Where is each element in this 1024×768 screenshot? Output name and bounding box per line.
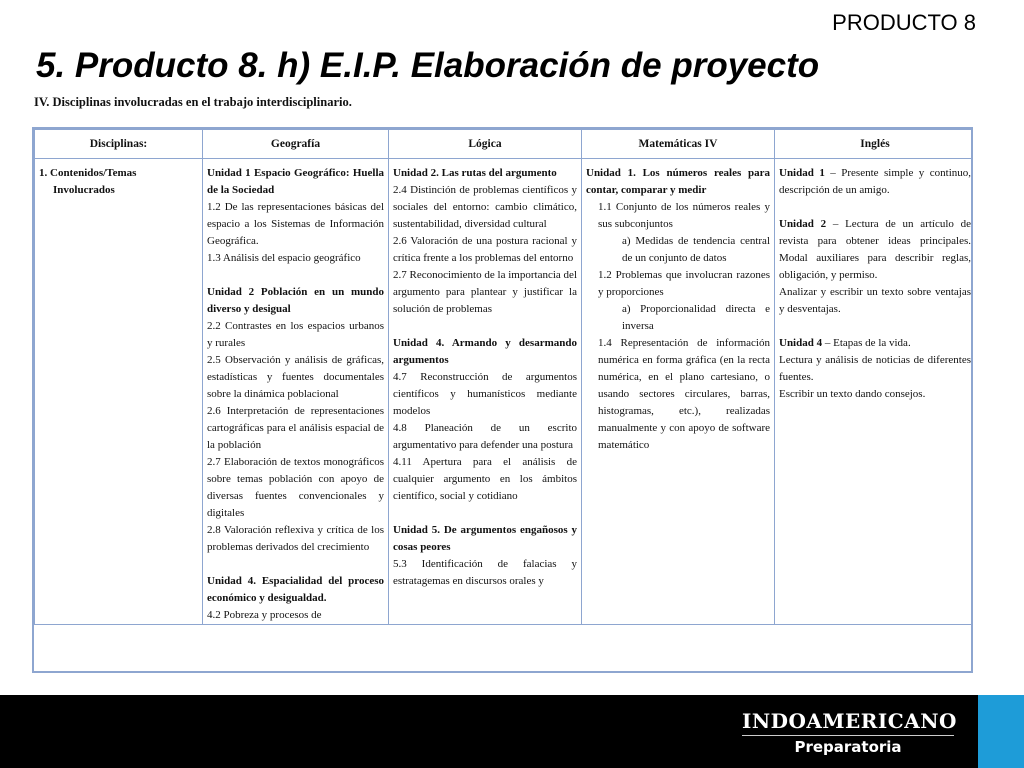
unit-text: – Etapas de la vida. [822,337,911,349]
table-row [35,159,974,625]
unit-entry [779,165,971,199]
topic-item: Analizar y escribir un texto sobre ventajas y desventajas. [779,286,971,315]
footer-accent [978,695,1024,768]
unit-title: Unidad 1 [779,167,825,179]
unit-title: Unidad 2 [779,218,827,230]
row-label-cell [35,159,203,625]
unit-title: Unidad 2. Las rutas del argumento [393,167,557,179]
matematicas-cell [582,159,775,625]
topic-item: 4.11 Apertura para el análisis de cualquier argumento en los ámbitos científico, social y cotidiano [393,456,577,502]
subtopic-item: a) Medidas de tendencia central de un conjunto de datos [622,235,770,264]
brand-subtitle: Preparatoria [794,738,902,756]
corner-label: PRODUCTO 8 [832,10,976,35]
topic-item: 4.2 Pobreza y procesos de [207,609,322,621]
topic-item: 1.4 Representación de información numérica en forma gráfica (en la recta numérica, en el plano cartesiano, o usando sectores circulares, barras, histogramas, etc.), realizadas manualmente y con apoyo de software matemático [598,337,770,451]
table-header-row [35,130,974,159]
topic-item: 2.4 Distinción de problemas científicos y sociales del entorno: cambio climático, sustentabilidad, diversidad cultural [393,184,577,230]
topic-item: 2.7 Elaboración de textos monográficos sobre temas población con apoyo de diversas fuentes convencionales y digitales [207,456,384,519]
topic-item: 2.6 Interpretación de representaciones cartográficas para el análisis espacial de la población [207,405,384,451]
topic-item: 2.5 Observación y análisis de gráficas, estadísticas y fuentes documentales sobre la dinámica poblacional [207,354,384,400]
unit-text: – Presente simple y continuo, descripción de un amigo. [779,167,971,196]
topic-item: 2.8 Valoración reflexiva y crítica de los problemas derivados del crecimiento [207,524,384,553]
unit-title: Unidad 1 Espacio Geográfico: Huella de la Sociedad [207,167,384,196]
topic-item: 4.8 Planeación de un escrito argumentativo para defender una postura [393,422,577,451]
section-heading: IV. Disciplinas involucradas en el trabajo interdisciplinario. [34,95,352,109]
topic-item: 5.3 Identificación de falacias y estratagemas en discursos orales y [393,558,577,587]
topic-item: 4.7 Reconstrucción de argumentos científicos y humanísticos mediante modelos [393,371,577,417]
brand-name: INDOAMERICANO [742,709,954,736]
ingles-cell [775,159,974,625]
topic-item: 2.2 Contrastes en los espacios urbanos y rurales [207,320,384,349]
row-label: 1. Contenidos/Temas Involucrados [39,167,137,196]
column-header: Disciplinas: [35,130,203,159]
column-header: Geografía [203,130,389,159]
topic-item: 1.2 De las representaciones básicas del espacio a los Sistemas de Información Geográfica. [207,201,384,247]
brand-logo [742,709,957,756]
geografia-cell [203,159,389,625]
topic-item: 1.3 Análisis del espacio geográfico [207,252,361,264]
column-header: Lógica [389,130,582,159]
column-header: Inglés [775,130,974,159]
unit-title: Unidad 4. Armando y desarmando argumentos [393,337,577,366]
footer-bar [0,695,1024,768]
unit-title: Unidad 2 Población en un mundo diverso y desigual [207,286,384,315]
unit-text: – Lectura de un artículo de revista para obtener ideas principales. Modal auxiliares para describir reglas, obligación, y permiso. [779,218,972,281]
topic-item: 1.2 Problemas que involucran razones y proporciones [598,269,770,298]
unit-title: Unidad 5. De argumentos engañosos y cosas peores [393,524,577,553]
unit-title: Unidad 4 [779,337,823,349]
subtopic-item: a) Proporcionalidad directa e inversa [622,303,770,332]
disciplines-table [32,127,973,673]
unit-entry [779,216,971,284]
topic-item: Lectura y análisis de noticias de diferentes fuentes. [779,354,971,383]
topic-item: Escribir un texto dando consejos. [779,388,926,400]
topic-item: 2.7 Reconocimiento de la importancia del argumento para plantear y justificar la solución de problemas [393,269,577,315]
topic-item: 1.1 Conjunto de los números reales y sus subconjuntos [598,201,770,230]
slide-title: 5. Producto 8. h) E.I.P. Elaboración de proyecto [36,46,820,85]
unit-title: Unidad 1. Los números reales para contar, comparar y medir [586,167,770,196]
column-header: Matemáticas IV [582,130,775,159]
unit-entry [779,335,971,352]
topic-item: 2.6 Valoración de una postura racional y crítica frente a los problemas del entorno [393,235,577,264]
unit-title: Unidad 4. Espacialidad del proceso económico y desigualdad. [207,575,384,604]
logica-cell [389,159,582,625]
